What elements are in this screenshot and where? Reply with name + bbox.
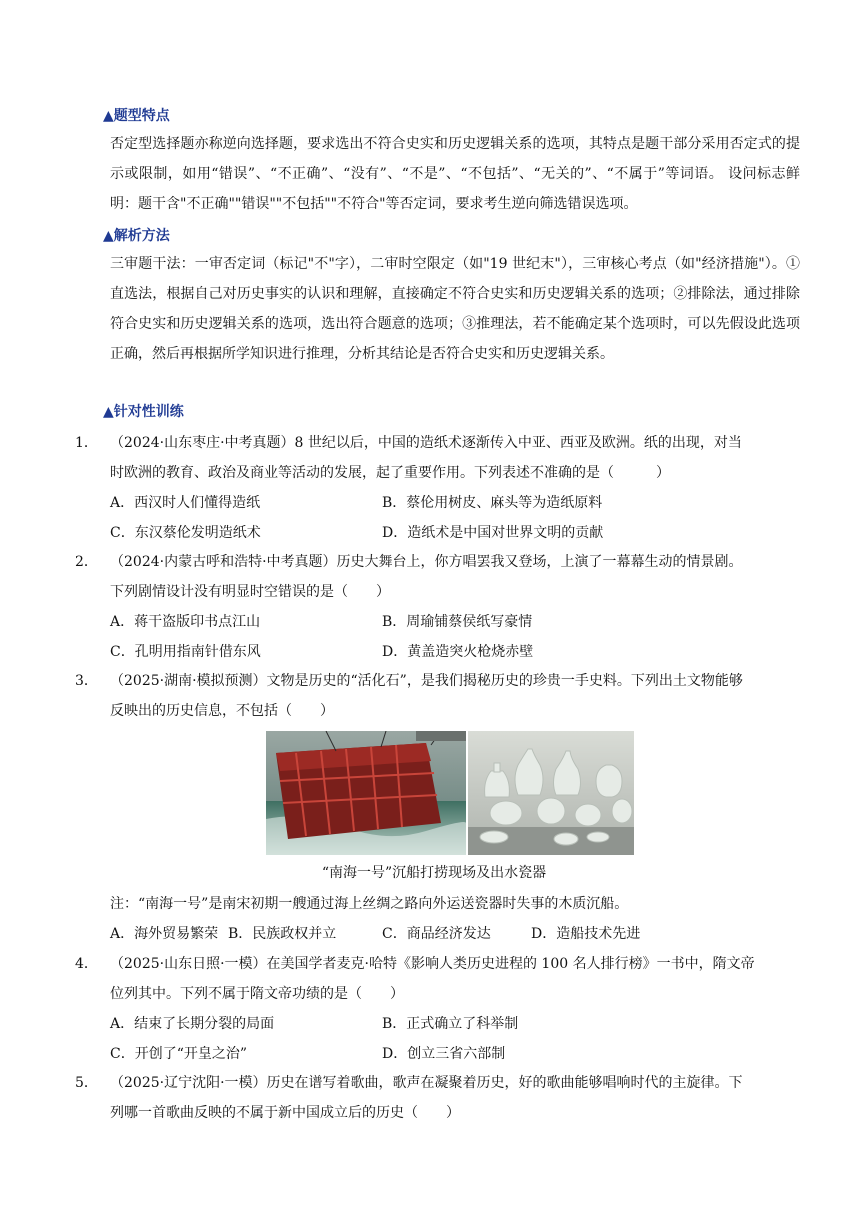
- option-d[interactable]: D．创立三省六部制: [382, 1046, 506, 1062]
- question-stem-line1: （2025·山东日照·一模）在美国学者麦克·哈特《影响人类历史进程的 100 名人排行榜》一书中，隋文帝: [110, 956, 755, 972]
- question-number: 2．: [75, 554, 98, 570]
- question-stem-line1: （2025·湖南·模拟预测）文物是历史的“活化石”，是我们揭秘历史的珍贵一手史料。下列出土文物能够: [110, 673, 743, 689]
- question-stem-line2: 列哪一首歌曲反映的不属于新中国成立后的历史（ ）: [110, 1105, 460, 1121]
- option-b[interactable]: B．民族政权并立: [228, 926, 337, 942]
- option-a[interactable]: A．海外贸易繁荣: [110, 926, 219, 942]
- artifact-photos: [266, 731, 634, 855]
- image-note: 注：“南海一号”是南宋初期一艘通过海上丝绸之路向外运送瓷器时失事的木质沉船。: [110, 896, 629, 912]
- question-stem-line1: （2024·山东枣庄·中考真题）8 世纪以后，中国的造纸术逐渐传入中亚、西亚及欧洲。纸的出现，对当: [110, 435, 742, 451]
- option-c[interactable]: C．东汉蔡伦发明造纸术: [110, 525, 261, 541]
- question-stem-line2: 下列剧情设计没有明显时空错误的是（ ）: [110, 584, 390, 600]
- question-2: [75, 547, 800, 607]
- training-heading: ▲针对性训练: [103, 404, 184, 420]
- question-5: [75, 1068, 800, 1128]
- question-stem-line2: 位列其中。下列不属于隋文帝功绩的是（ ）: [110, 986, 404, 1002]
- question-stem-line1: （2025·辽宁沈阳·一模）历史在谱写着歌曲，歌声在凝聚着历史，好的歌曲能够唱响时代的主旋律。下: [110, 1075, 743, 1091]
- shipwreck-salvage-photo: [266, 731, 466, 855]
- option-d[interactable]: D．造船技术先进: [531, 926, 641, 942]
- option-a[interactable]: A．西汉时人们懂得造纸: [110, 495, 261, 511]
- option-c[interactable]: C．开创了“开皇之治”: [110, 1046, 248, 1062]
- question-stem-line2: 时欧洲的教育、政治及商业等活动的发展，起了重要作用。下列表述不准确的是（ ）: [110, 465, 670, 481]
- option-b[interactable]: B．周瑜铺蔡侯纸写豪情: [382, 614, 533, 630]
- question-3: [75, 666, 800, 726]
- image-caption: “南海一号”沉船打捞现场及出水瓷器: [321, 865, 547, 881]
- option-b[interactable]: B．蔡伦用树皮、麻头等为造纸原料: [382, 495, 603, 511]
- question-stem-line1: （2024·内蒙古呼和浩特·中考真题）历史大舞台上，你方唱罢我又登场，上演了一幕幕生动的情景剧。: [110, 554, 743, 570]
- features-heading: ▲题型特点: [103, 108, 170, 124]
- question-stem-line2: 反映出的历史信息，不包括（ ）: [110, 703, 334, 719]
- option-b[interactable]: B．正式确立了科举制: [382, 1016, 519, 1032]
- shipwreck-and-porcelain-photo: [266, 731, 634, 855]
- question-number: 4．: [75, 956, 98, 972]
- question-number: 5．: [75, 1075, 98, 1091]
- method-heading: ▲解析方法: [103, 228, 170, 244]
- question-4: [75, 949, 800, 1009]
- option-c[interactable]: C．孔明用指南针借东风: [110, 644, 261, 660]
- question-number: 3．: [75, 673, 98, 689]
- method-text: 三审题干法：一审否定词（标记"不"字），二审时空限定（如"19 世纪末"），三审核心考点（如"经济措施"）。①直选法，根据自己对历史事实的认识和理解，直接确定不符合史实和历史逻辑关系的选项；②排除法，通过排除符合史实和历史逻辑关系的选项，选出符合题意的选项；③推理法，若不能确定某个选项时，可以先假设此选项正确，然后再根据所学知识进行推理，分析其结论是否符合史实和历史逻辑关系。: [110, 256, 800, 362]
- option-a[interactable]: A．结束了长期分裂的局面: [110, 1016, 275, 1032]
- option-c[interactable]: C．商品经济发达: [382, 926, 491, 942]
- option-d[interactable]: D．造纸术是中国对世界文明的贡献: [382, 525, 604, 541]
- option-d[interactable]: D．黄盖造突火枪烧赤壁: [382, 644, 534, 660]
- porcelain-display-photo: [468, 731, 634, 855]
- question-1: [75, 428, 800, 488]
- option-a[interactable]: A．蒋干盗版印书点江山: [110, 614, 261, 630]
- question-number: 1．: [75, 435, 98, 451]
- features-text: 否定型选择题亦称逆向选择题，要求选出不符合史实和历史逻辑关系的选项，其特点是题干部分采用否定式的提示或限制，如用“错误”、“不正确”、“没有”、“不是”、“不包括”、“无关的”、“不属于”等词语。 设问标志鲜明：题干含"不正确""错误""不包括""不符合"等否定词，要求考生逆向筛选错误选项。: [110, 136, 800, 212]
